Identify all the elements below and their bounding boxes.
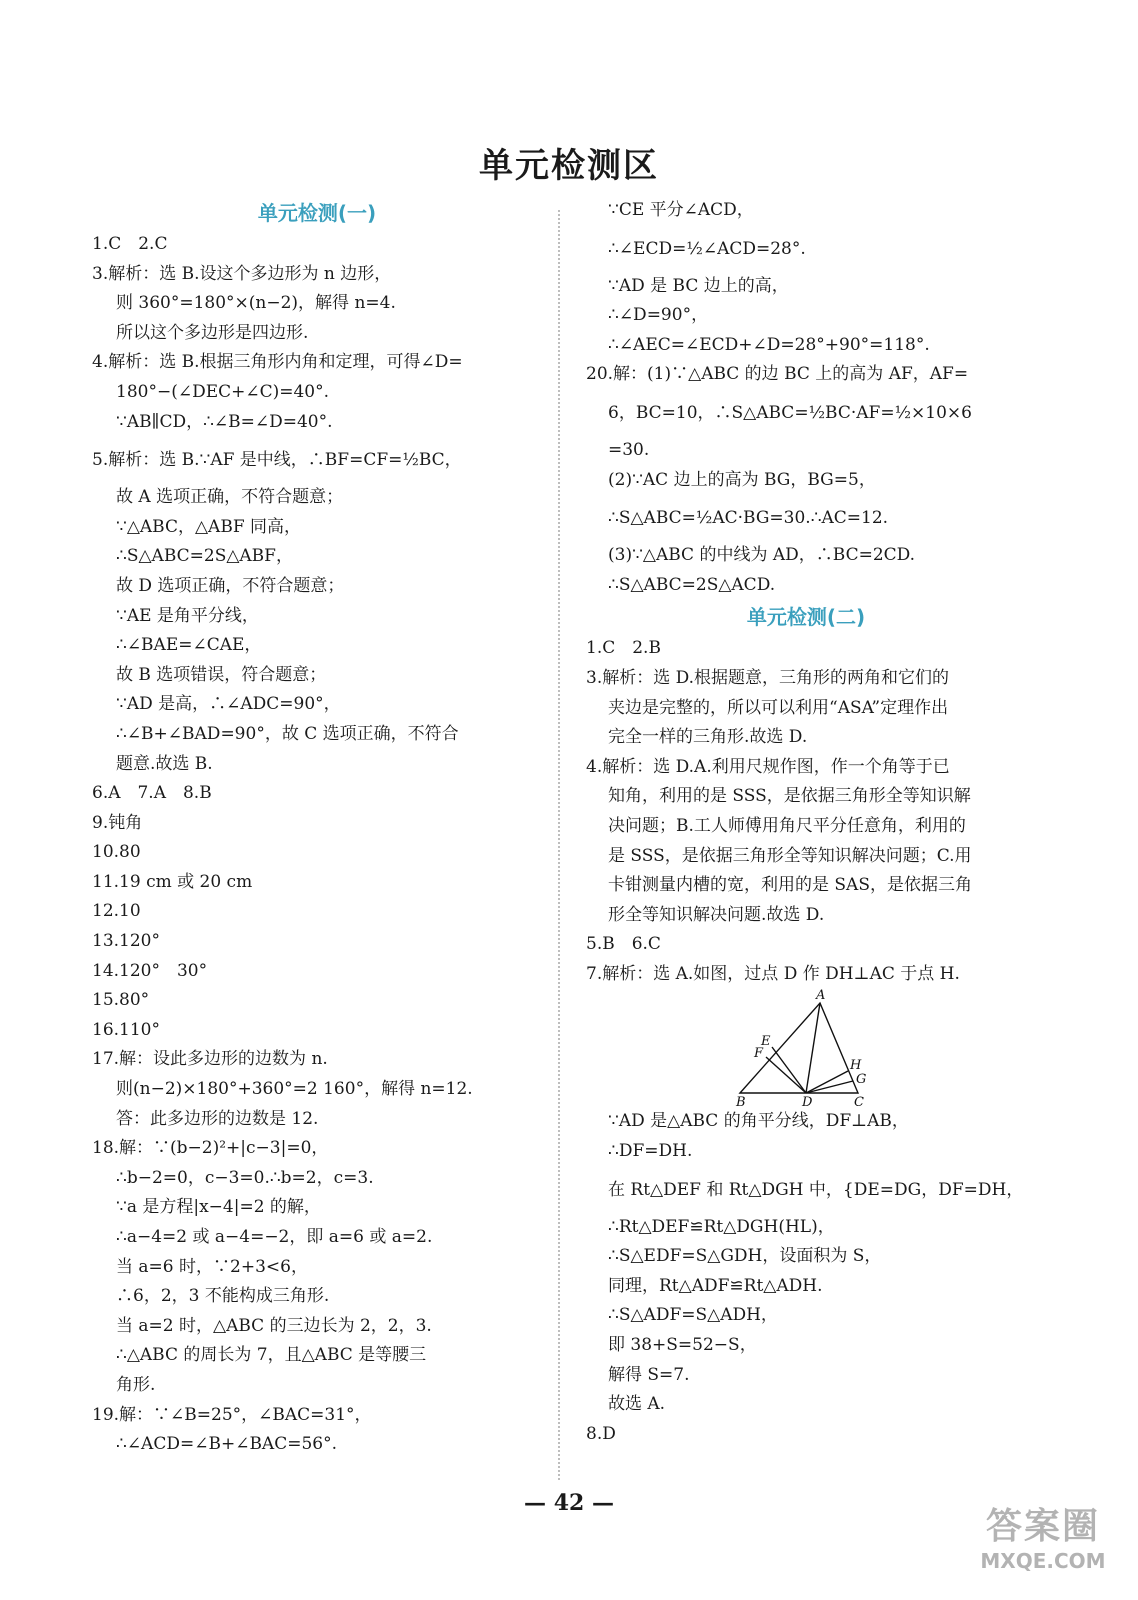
answer-line: ∴S△ADF=S△ADH， [608,1305,778,1326]
answer-line: ∴S△ABC=2S△ABF， [116,546,293,567]
answer-line: (2)∵AC 边上的高为 BG，BG=5， [608,469,876,490]
answer-line: 4.解析：选 D.A.利用尺规作图，作一个角等于已 [586,756,950,777]
answer-line: 卡钳测量内槽的宽，利用的是 SAS，是依据三角 [608,875,972,896]
answer-line: 所以这个多边形是四边形. [116,322,309,343]
watermark-logo [978,1506,1108,1586]
segment-dh [806,1071,848,1093]
answer-line: 即 38+S=52−S， [608,1335,757,1356]
answer-line: 完全一样的三角形.故选 D. [608,727,808,748]
answer-line: 5.解析：选 B.∵AF 是中线，∴BF=CF=½BC， [92,450,462,471]
watermark-url: MXQE.COM [980,1549,1106,1573]
answer-line: ∴∠ACD=∠B+∠BAC=56°. [116,1434,337,1455]
point-label: D [802,1095,813,1108]
answer-line: ∴b−2=0，c−3=0.∴b=2，c=3. [116,1167,374,1188]
answer-line: 6.A 7.A 8.B [92,783,212,804]
answer-line: ∵AD 是高，∴∠ADC=90°， [116,694,341,715]
point-label: C [854,1095,864,1108]
point-label: B [736,1095,746,1108]
answer-line: ∴∠B+∠BAD=90°，故 C 选项正确，不符合 [116,723,459,744]
answer-line: 10.80 [92,842,141,863]
answer-line: ∵AD 是△ABC 的角平分线，DF⊥AB， [608,1111,909,1132]
answer-line: 故 B 选项错误，符合题意； [116,664,327,685]
answer-line: 夹边是完整的，所以可以利用“ASA”定理作出 [608,697,949,718]
answer-line: ∴S△ABC=2S△ACD. [608,574,776,595]
answer-line: 决问题；B.工人师傅用角尺平分任意角，利用的 [608,815,966,836]
page-number: — 42 — [524,1490,614,1516]
answer-line: 180°−(∠DEC+∠C)=40°. [116,381,330,402]
answer-line: 故 D 选项正确，不符合题意； [116,575,345,596]
answer-line: 20.解：(1)∵△ABC 的边 BC 上的高为 AF，AF= [586,364,969,385]
answer-line: 角形. [116,1374,156,1395]
answer-line: 题意.故选 B. [116,753,213,774]
answer-line: ∴DF=DH. [608,1141,693,1162]
answer-line: 形全等知识解决问题.故选 D. [608,904,825,925]
segment-fd [766,1057,806,1093]
answer-line: ∵a 是方程|x−4|=2 的解， [116,1197,321,1218]
column-divider [558,210,560,1480]
answer-line: =30. [608,439,650,460]
answer-line: 14.120° 30° [92,960,208,981]
answer-line: 当 a=6 时，∵2+3<6， [116,1256,308,1277]
answer-line: ∴a−4=2 或 a−4=−2，即 a=6 或 a=2. [116,1227,433,1247]
answer-line: 故 A 选项正确，不符合题意； [116,487,344,508]
answer-line: ∴∠AEC=∠ECD+∠D=28°+90°=118°. [608,334,930,355]
point-label: E [761,1034,771,1050]
segment-ed [772,1047,806,1093]
answer-line: 当 a=2 时，△ABC 的三边长为 2，2，3. [116,1315,432,1336]
answer-line: (3)∵△ABC 的中线为 AD，∴BC=2CD. [608,545,916,566]
point-label: F [754,1046,764,1062]
answer-line: 3.解析：选 B.设这个多边形为 n 边形， [92,263,392,284]
answer-line: 19.解：∵∠B=25°，∠BAC=31°， [92,1404,372,1425]
answer-line: ∴6，2，3 不能构成三角形. [116,1286,330,1307]
answer-line: ∴∠D=90°， [608,305,709,326]
answer-line: 16.110° [92,1019,160,1040]
triangle-diagram [734,989,870,1107]
answer-line: 1.C 2.C [92,234,168,254]
answer-line: 解得 S=7. [608,1364,690,1385]
answer-line: 17.解：设此多边形的边数为 n. [92,1049,328,1070]
answer-line: 则(n−2)×180°+360°=2 160°，解得 n=12. [116,1079,473,1100]
answer-line: ∴∠BAE=∠CAE， [116,635,262,656]
point-label: A [816,989,826,1004]
watermark-text: 答案圈 [985,1506,1100,1547]
answer-line: 15.80° [92,990,150,1011]
answer-line: 18.解：∵(b−2)²+|c−3|=0， [92,1138,329,1159]
answer-line: ∴∠ECD=½∠ACD=28°. [608,238,806,259]
answer-line: ∴Rt△DEF≌Rt△DGH(HL)， [608,1216,835,1237]
answer-line: 则 360°=180°×(n−2)，解得 n=4. [116,293,396,314]
answer-line: ∵AB∥CD，∴∠B=∠D=40°. [116,411,333,432]
point-label: G [856,1072,867,1088]
answer-line: 8.D [586,1423,616,1444]
answer-line: 3.解析：选 D.根据题意，三角形的两角和它们的 [586,667,950,688]
point-label: H [850,1058,862,1074]
section-title-unit-test-2: 单元检测(二) [746,605,866,630]
left-column [92,196,542,1460]
answer-line: 1.C 2.B [586,638,661,659]
answer-line: ∴△ABC 的周长为 7，且△ABC 是等腰三 [116,1345,427,1366]
answer-line: 同理，Rt△ADF≌Rt△ADH. [608,1275,823,1296]
answer-line: 12.10 [92,901,141,922]
answer-line: ∴S△ABC=½AC·BG=30.∴AC=12. [608,508,889,529]
answer-line: 7.解析：选 A.如图，过点 D 作 DH⊥AC 于点 H. [586,963,960,984]
answer-line: ∵CE 平分∠ACD， [608,200,754,220]
page-title: 单元检测区 [479,146,659,186]
segment-dg [806,1081,853,1093]
section-title-unit-test-1: 单元检测(一) [257,201,377,225]
answer-line: ∵AD 是 BC 边上的高， [608,275,789,296]
answer-line: 11.19 cm 或 20 cm [92,871,253,892]
answer-line: ∵△ABC，△ABF 同高， [116,516,302,537]
answer-line: ∵AE 是角平分线， [116,605,259,626]
right-column [586,196,1026,1449]
answer-line: 是 SSS，是依据三角形全等知识解决问题；C.用 [608,845,972,866]
answer-line: 9.钝角 [92,812,143,833]
answer-line: 5.B 6.C [586,934,661,955]
triangle-figure [586,989,1026,1107]
answer-line: 知角，利用的是 SSS，是依据三角形全等知识解 [608,786,971,807]
answer-line: 答：此多边形的边数是 12. [116,1108,319,1129]
answer-line: 在 Rt△DEF 和 Rt△DGH 中，{DE=DG，DF=DH， [608,1179,1024,1200]
answer-line: 6，BC=10，∴S△ABC=½BC·AF=½×10×6 [608,402,972,423]
answer-line: 13.120° [92,931,160,952]
answer-line: 故选 A. [608,1394,666,1415]
answer-line: 4.解析：选 B.根据三角形内角和定理，可得∠D= [92,352,463,373]
answer-line: ∴S△EDF=S△GDH，设面积为 S， [608,1246,882,1267]
